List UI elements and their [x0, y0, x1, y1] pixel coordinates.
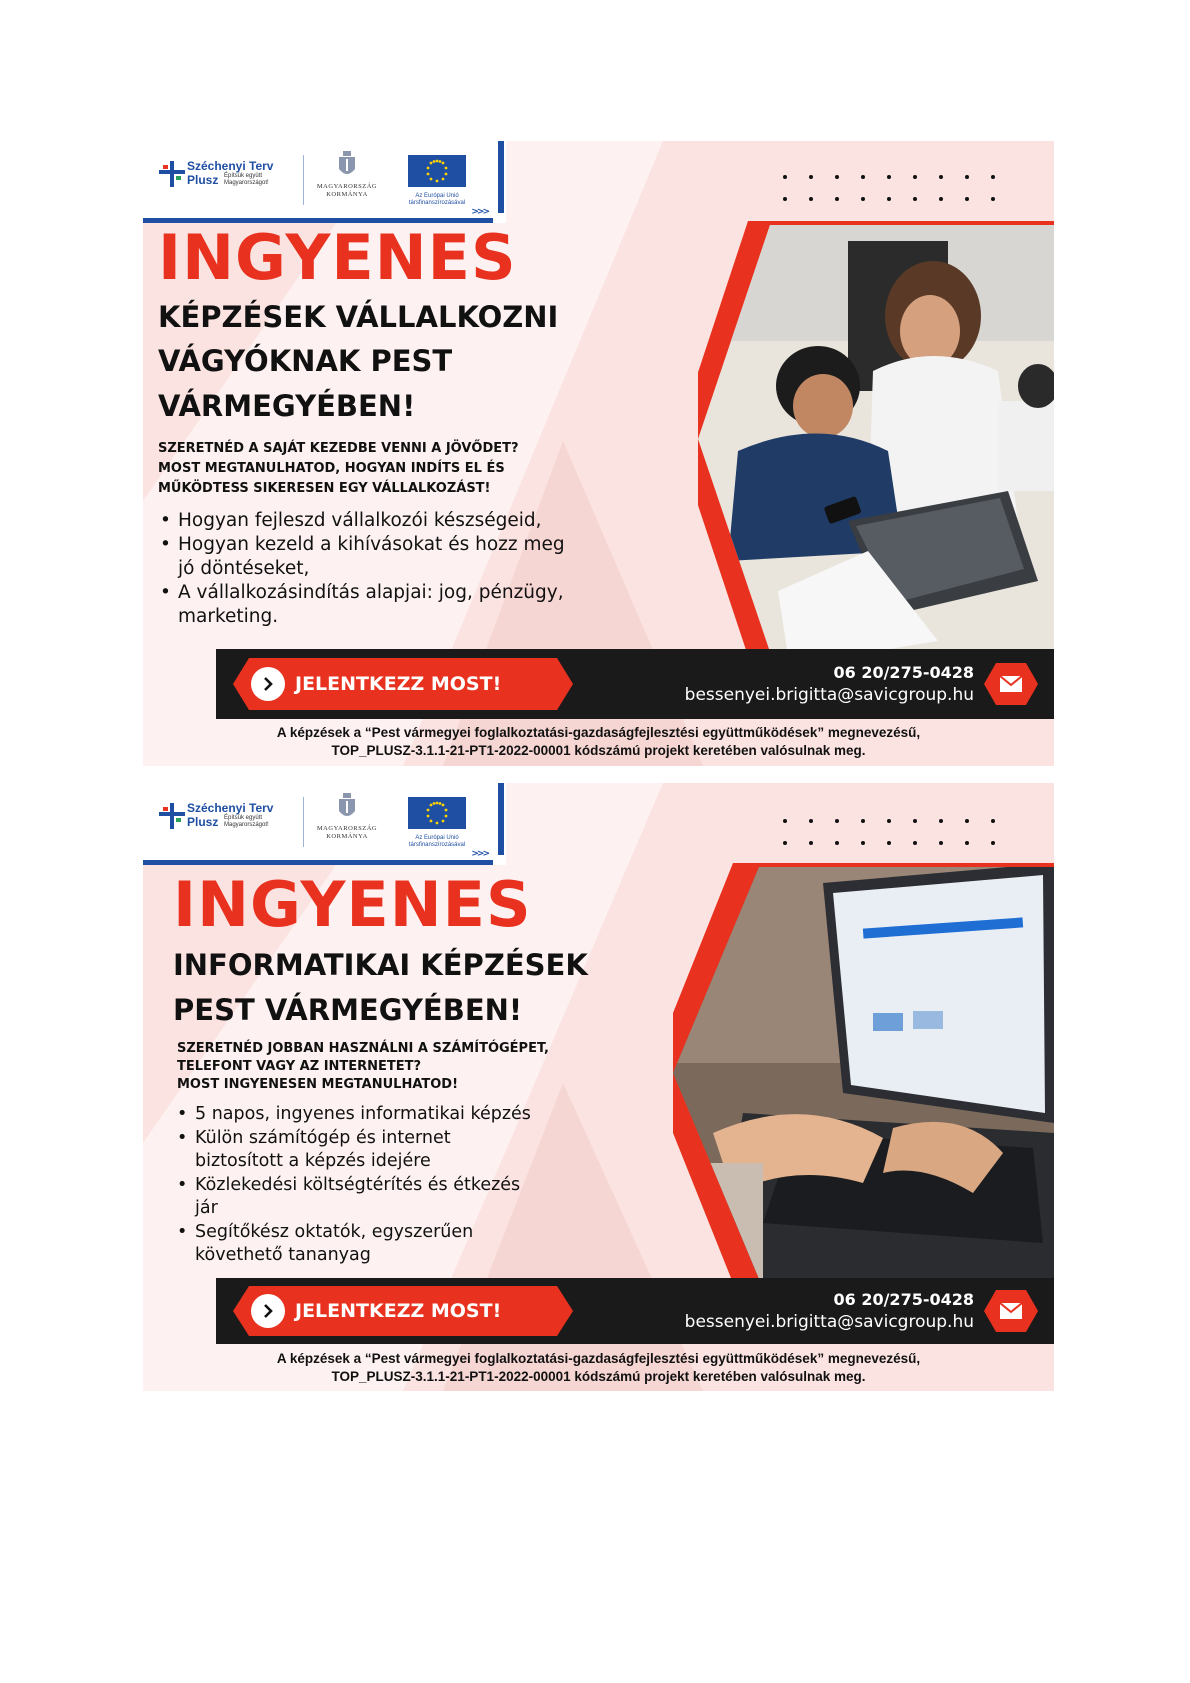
chevrons-down-icon: ⌄ ⌄ ⌄ — [496, 814, 506, 845]
phone-number[interactable]: 06 20/275-0428 — [833, 1290, 974, 1309]
eu-flag-icon — [408, 797, 466, 829]
eu-flag-icon — [408, 155, 466, 187]
subhead-line-2: VÁGYÓKNAK PEST — [158, 344, 453, 378]
szechenyi-name: Széchenyi Terv — [187, 801, 274, 815]
headline: INGYENES — [158, 221, 517, 294]
business-meeting-photo — [698, 221, 1054, 656]
laptop-typing-photo — [673, 863, 1054, 1283]
szechenyi-terv-logo — [159, 157, 287, 201]
flyer-entrepreneur-training — [143, 141, 1054, 766]
szechenyi-plusz: Plusz — [187, 815, 219, 829]
subhead-line-1: INFORMATIKAI KÉPZÉSEK — [173, 948, 588, 982]
eu-logo — [401, 155, 473, 205]
benefits-list — [156, 509, 565, 629]
register-button[interactable] — [233, 658, 573, 710]
chevron-right-icon — [251, 1294, 285, 1328]
list-item: • Külön számítógép és internet biztosított a képzés idejére — [173, 1127, 531, 1174]
email-address[interactable]: bessenyei.brigitta@savicgroup.hu — [684, 685, 974, 705]
list-item: • Hogyan kezeld a kihívásokat és hozz meg jó döntéseket, — [156, 533, 565, 581]
szechenyi-tagline: Építsük együtt Magyarországot! — [224, 173, 269, 186]
government-label: MAGYARORSZÁG KORMÁNYA — [316, 825, 378, 840]
project-footnote — [143, 724, 1054, 760]
eu-logo — [401, 797, 473, 847]
list-item: • A vállalkozásindítás alapjai: jog, pénzügy, marketing. — [156, 581, 565, 629]
subhead-line-2: PEST VÁRMEGYÉBEN! — [173, 993, 523, 1027]
szechenyi-plusz: Plusz — [187, 173, 219, 187]
list-item: • 5 napos, ingyenes informatikai képzés — [173, 1103, 531, 1127]
chevron-right-icon — [251, 667, 285, 701]
subhead-line-3: VÁRMEGYÉBEN! — [158, 389, 416, 423]
intro-line-3: MOST INGYENESEN MEGTANULHATOD! — [177, 1077, 459, 1092]
flyer-it-training — [143, 783, 1054, 1391]
footnote-line-2: TOP_PLUSZ-3.1.1-21-PT1-2022-00001 kódszámú projekt keretében valósulnak meg. — [331, 1369, 866, 1384]
list-item: • Közlekedési költségtérítés és étkezés jár — [173, 1174, 531, 1221]
eu-label: Az Európai Unió társfinanszírozásával — [408, 835, 466, 848]
list-item: • Segítőkész oktatók, egyszerűen követhető tananyag — [173, 1221, 531, 1268]
coat-of-arms-icon — [337, 793, 357, 821]
logo-divider — [303, 155, 304, 205]
project-footnote — [143, 1350, 1054, 1386]
government-label: MAGYARORSZÁG KORMÁNYA — [316, 183, 378, 198]
logo-strip — [143, 783, 506, 865]
benefits-list — [173, 1103, 531, 1268]
subhead-line-1: KÉPZÉSEK VÁLLALKOZNI — [158, 300, 559, 334]
headline: INGYENES — [173, 868, 532, 941]
register-button-label: JELENTKEZZ MOST! — [295, 1300, 502, 1322]
coat-of-arms-icon — [337, 151, 357, 179]
government-logo — [311, 793, 383, 849]
szechenyi-tagline: Építsük együtt Magyarországot! — [224, 815, 269, 828]
intro-line-1: SZERETNÉD JOBBAN HASZNÁLNI A SZÁMÍTÓGÉPET, — [177, 1041, 549, 1056]
email-address[interactable]: bessenyei.brigitta@savicgroup.hu — [684, 1312, 974, 1332]
footnote-line-2: TOP_PLUSZ-3.1.1-21-PT1-2022-00001 kódszámú projekt keretében valósulnak meg. — [331, 743, 866, 758]
register-button[interactable] — [233, 1286, 573, 1336]
szechenyi-name: Széchenyi Terv — [187, 159, 274, 173]
intro-line-1: SZERETNÉD A SAJÁT KEZEDBE VENNI A JÖVŐDET? — [158, 441, 519, 456]
intro-line-2: TELEFONT VAGY AZ INTERNETET? — [177, 1059, 422, 1074]
mail-icon[interactable] — [984, 1290, 1038, 1332]
list-item: • Hogyan fejleszd vállalkozói készségeid, — [156, 509, 565, 533]
decorative-dots — [783, 175, 1013, 205]
footnote-line-1: A képzések a “Pest vármegyei foglalkoztatási-gazdaságfejlesztési együttműködések” megnevezésű, — [276, 1351, 921, 1366]
chevrons-right-icon: >>> — [471, 849, 488, 859]
szechenyi-cross-icon — [159, 161, 185, 187]
register-button-label: JELENTKEZZ MOST! — [295, 673, 502, 695]
logo-strip-underline — [143, 860, 493, 865]
phone-number[interactable]: 06 20/275-0428 — [833, 663, 974, 682]
decorative-dots — [783, 819, 1013, 849]
government-logo — [311, 151, 383, 207]
logo-divider — [303, 797, 304, 847]
szechenyi-cross-icon — [159, 803, 185, 829]
mail-icon[interactable] — [984, 663, 1038, 705]
intro-line-2: MOST MEGTANULHATOD, HOGYAN INDÍTS EL ÉS — [158, 461, 505, 476]
eu-label: Az Európai Unió társfinanszírozásával — [408, 193, 466, 206]
szechenyi-terv-logo — [159, 799, 287, 843]
chevrons-right-icon: >>> — [471, 207, 488, 217]
chevrons-down-icon: ⌄ ⌄ ⌄ — [496, 172, 506, 203]
logo-strip — [143, 141, 506, 223]
footnote-line-1: A képzések a “Pest vármegyei foglalkoztatási-gazdaságfejlesztési együttműködések” megnevezésű, — [276, 725, 921, 740]
intro-line-3: MŰKÖDTESS SIKERESEN EGY VÁLLALKOZÁST! — [158, 481, 491, 496]
